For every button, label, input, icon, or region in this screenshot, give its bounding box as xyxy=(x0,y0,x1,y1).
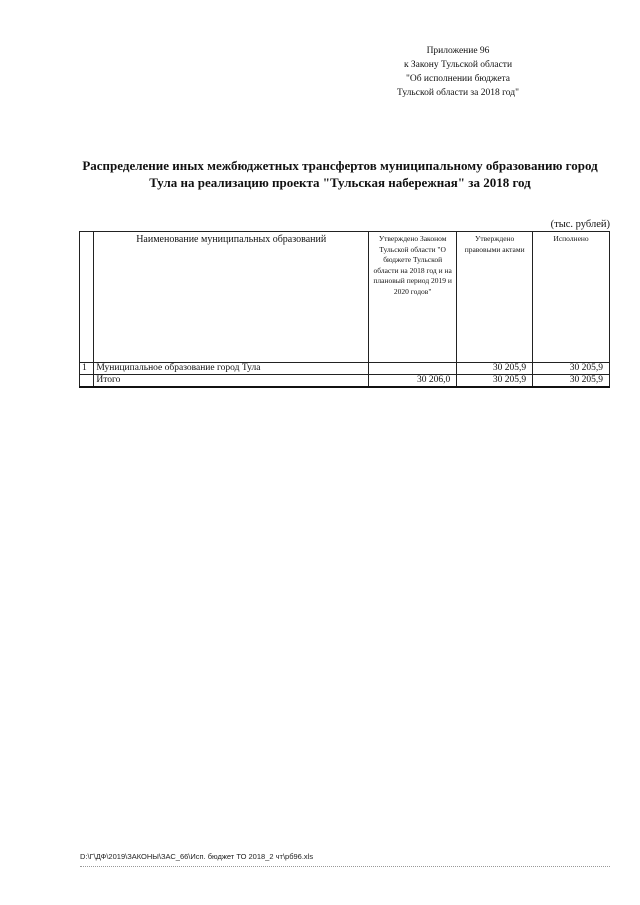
total-executed: 30 205,9 xyxy=(533,375,610,388)
total-approved-law: 30 206,0 xyxy=(369,375,457,388)
appendix-line-2: к Закону Тульской области xyxy=(403,60,513,70)
row-approved-acts: 30 205,9 xyxy=(457,363,533,375)
transfers-table xyxy=(79,231,610,388)
header-num xyxy=(80,232,94,363)
appendix-line-3: "Об исполнении бюджета xyxy=(405,74,511,84)
header-approved-acts: Утверждено правовыми актами xyxy=(457,232,533,363)
footer-divider xyxy=(80,866,610,867)
header-name: Наименование муниципальных образований xyxy=(94,232,369,363)
total-approved-acts: 30 205,9 xyxy=(457,375,533,388)
total-name: Итого xyxy=(94,375,369,388)
header-approved-law: Утверждено Законом Тульской области "О бюджете Тульской области на 2018 год и на плановый период 2019 и 2020 годов" xyxy=(369,232,457,363)
table-header-row xyxy=(80,232,610,363)
units-label: (тыс. рублей) xyxy=(550,219,610,230)
file-path-footer: D:\Г\ДФ\2019\ЗАКОНЫ\ЗАС_66\Исп. бюджет ТО 2018_2 чт\рб96.xls xyxy=(80,852,314,861)
table-total-row xyxy=(80,375,610,388)
row-name: Муниципальное образование город Тула xyxy=(94,363,369,375)
appendix-block xyxy=(358,44,558,100)
appendix-line-1: Приложение 96 xyxy=(426,46,490,56)
appendix-line-4: Тульской области за 2018 год" xyxy=(397,88,519,98)
header-executed: Исполнено xyxy=(533,232,610,363)
document-title xyxy=(70,157,610,191)
total-num xyxy=(80,375,94,388)
row-executed: 30 205,9 xyxy=(533,363,610,375)
table-row xyxy=(80,363,610,375)
row-num: 1 xyxy=(80,363,94,375)
title-line-2: Тула на реализацию проекта "Тульская набережная" за 2018 год xyxy=(149,175,531,190)
title-line-1: Распределение иных межбюджетных трансфертов муниципальному образованию город xyxy=(82,158,598,173)
row-approved-law xyxy=(369,363,457,375)
